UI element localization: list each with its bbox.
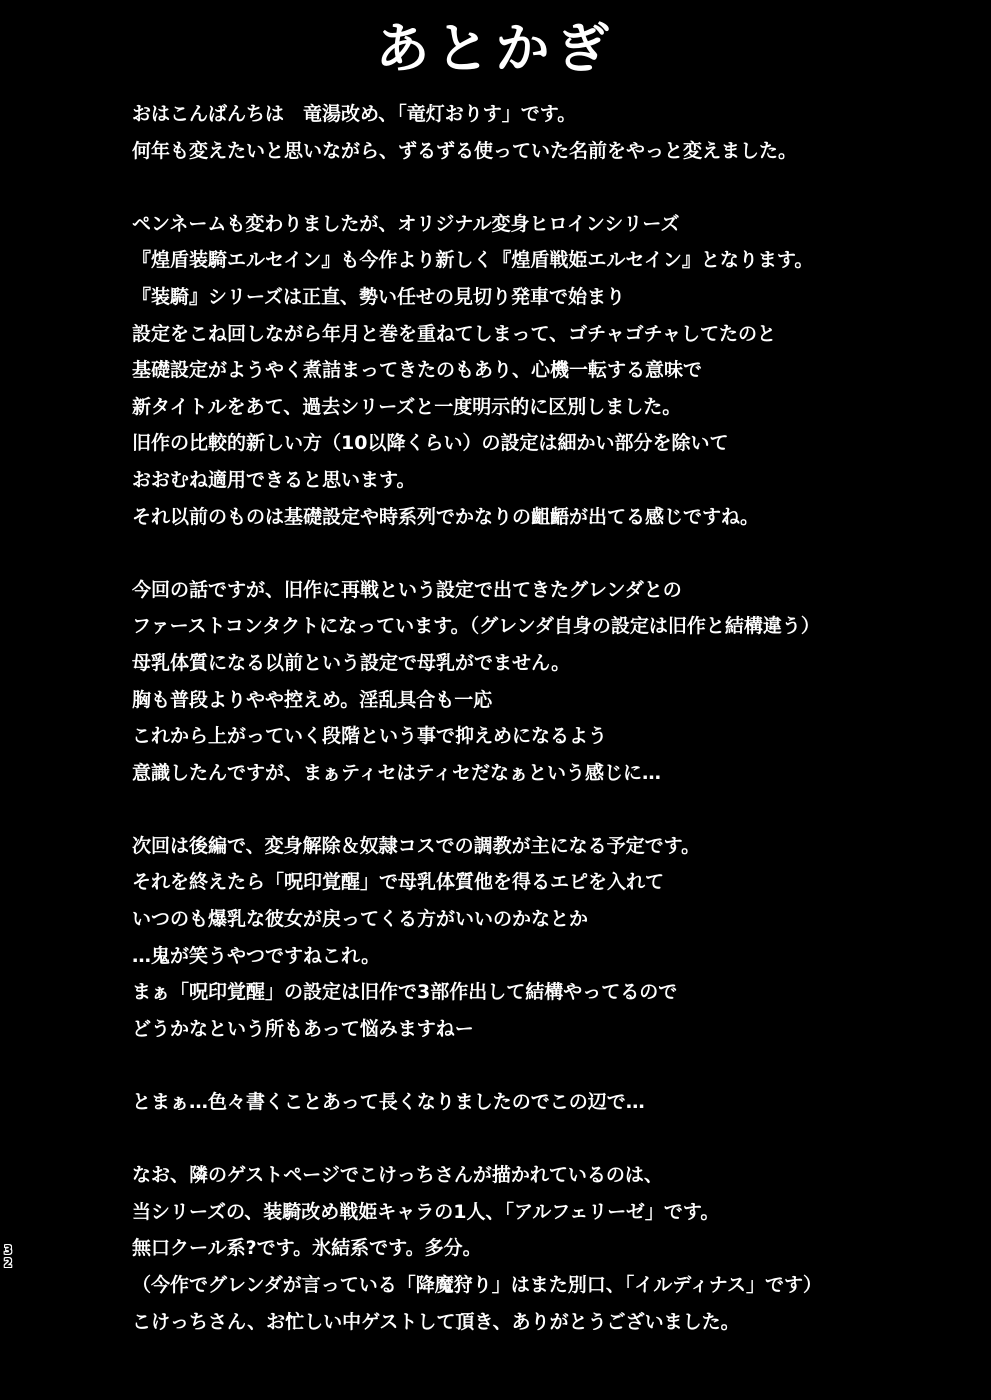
text-line: ペンネームも変わりましたが、オリジナル変身ヒロインシリーズ (132, 212, 680, 235)
text-line: 意識したんですが、まぁティセはティセだなぁという感じに… (132, 761, 661, 784)
text-line: （今作でグレンダが言っている「降魔狩り」はまた別口、「イルディナス」です） (132, 1274, 822, 1296)
paragraph-gap (132, 535, 972, 572)
page-number-digit: 3 (3, 1243, 13, 1257)
text-line: 当シリーズの、装騎改め戦姫キャラの1人、「アルフェリーゼ」です。 (132, 1200, 720, 1223)
text-line: 何年も変えたいと思いながら、ずるずる使っていた名前をやっと変えました。 (132, 139, 798, 162)
afterword-body (132, 96, 972, 1340)
page-number (2, 1244, 14, 1270)
text-line: ファーストコンタクトになっています。（グレンダ自身の設定は旧作と結構違う） (132, 615, 820, 638)
text-line: おはこんばんちは 竜湯改め、「竜灯おりす」です。 (132, 103, 577, 125)
page-title: あとかぎ (375, 17, 616, 80)
paragraph-gap (132, 1047, 972, 1084)
text-line: 『煌盾装騎エルセイン』も今作より新しく『煌盾戦姫エルセイン』となります。 (132, 249, 814, 272)
text-line: なお、隣のゲストページでこけっちさんが描かれているのは、 (132, 1164, 663, 1187)
text-line: とまぁ…色々書くことあって長くなりましたのでこの辺で… (132, 1091, 645, 1114)
text-line: おおむね適用できると思います。 (132, 468, 416, 491)
text-line: それ以前のものは基礎設定や時系列でかなりの齟齬が出てる感じですね。 (132, 505, 760, 528)
text-line: それを終えたら「呪印覚醒」で母乳体質他を得るエピを入れて (132, 871, 665, 894)
text-line: 次回は後編で、変身解除＆奴隷コスでの調教が主になる予定です。 (132, 834, 701, 857)
text-line: 基礎設定がようやく煮詰まってきたのもあり、心機一転する意味で (132, 359, 703, 382)
text-line: …鬼が笑うやつですねこれ。 (132, 944, 381, 967)
text-line: こけっちさん、お忙しい中ゲストして頂き、ありがとうございました。 (132, 1310, 740, 1333)
text-line: 新タイトルをあて、過去シリーズと一度明示的に区別しました。 (132, 395, 682, 418)
text-line: 無口クール系?です。氷結系です。多分。 (132, 1237, 482, 1260)
text-line: まぁ「呪印覚醒」の設定は旧作で3部作出して結構やってるので (132, 981, 678, 1004)
text-line: 設定をこね回しながら年月と巻を重ねてしまって、ゴチャゴチャしてたのと (132, 322, 777, 345)
text-line: 胸も普段よりやや控えめ。淫乱具合も一応 (132, 688, 493, 711)
text-line: 今回の話ですが、旧作に再戦という設定で出てきたグレンダとの (132, 578, 682, 601)
text-line: 母乳体質になる以前という設定で母乳がでません。 (132, 651, 571, 674)
paragraph-gap (132, 1121, 972, 1158)
text-line: これから上がっていく段階という事で抑えめになるよう (132, 725, 608, 748)
paragraph-gap (132, 169, 972, 206)
text-line: 旧作の比較的新しい方（10以降くらい）の設定は細かい部分を除いて (132, 432, 729, 455)
text-line: いつのも爆乳な彼女が戻ってくる方がいいのかなとか (132, 908, 589, 931)
page-number-digit: 2 (3, 1256, 13, 1270)
paragraph-gap (132, 791, 972, 828)
text-line: どうかなという所もあって悩みますねー (132, 1017, 474, 1040)
text-line: 『装騎』シリーズは正直、勢い任せの見切り発車で始まり (132, 285, 626, 308)
